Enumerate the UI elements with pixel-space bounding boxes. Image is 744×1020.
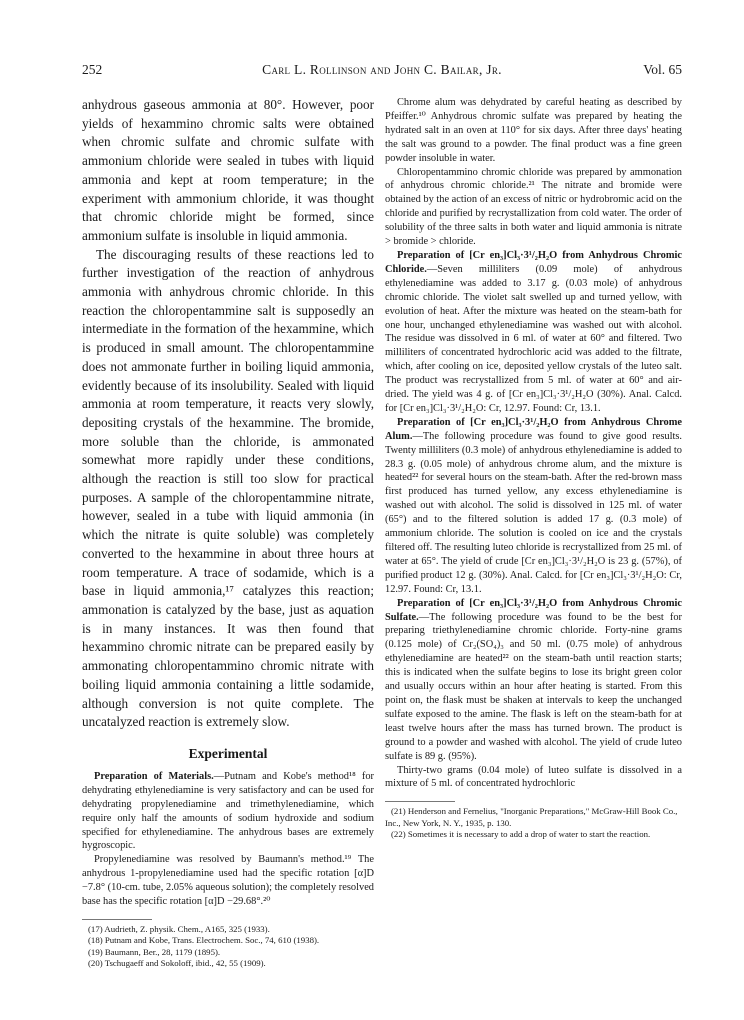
run-in-heading: Preparation of [Cr en₃]Cl₃·3¹/₂H₂O from Anhydrous Chrome Alum. <box>385 416 682 442</box>
footnote: (19) Baumann, Ber., 28, 1179 (1895). <box>88 946 221 957</box>
footnote-rule <box>385 801 455 802</box>
footnotes <box>82 924 374 970</box>
body-paragraph: Propylenediamine was resolved by Baumann's method.¹⁹ The anhydrous 1-propylenediamine used had the specific rotation [α]D −7.8° (10-cm. tube, 2.05% aqueous solution); the completely resolved base has the specific rotation [α]D −29.68°.²⁰ <box>82 854 374 908</box>
footnotes <box>385 806 682 840</box>
footnote: (18) Putnam and Kobe, Trans. Electrochem. Soc., 74, 610 (1938). <box>88 935 320 946</box>
right-column <box>385 96 682 841</box>
left-column <box>82 96 374 970</box>
section-title: Experimental <box>188 745 268 761</box>
footnote: (21) Henderson and Fernelius, "Inorganic Preparations," McGraw-Hill Book Co., Inc., New York, N. Y., 1935, p. 130. <box>385 806 678 828</box>
footnote: (17) Audrieth, Z. physik. Chem., A165, 325 (1933). <box>88 923 270 934</box>
footnote: (20) Tschugaeff and Sokoloff, ibid., 42, 55 (1909). <box>88 958 266 969</box>
paragraph-text: —Seven milliliters (0.09 mole) of anhydrous ethylenediamine was added to 3.17 g. (0.03 mole) of anhydrous chromic chloride. The violet salt swelled up and turned yellow, with evolution of heat. After the mixture was heated on the steam-bath for one hour, unchanged ethylenediamine was washed out with alcohol. The residue was dissolved in 6 ml. of water at 60° and filtered. Two milliliters of concentrated hydrochloric acid was added to the filtrate, which, after cooling on ice, deposited yellow crystals of the luteo salt. The product was recrystallized from 5 ml. of water at 60° and air-dried. The yield was 4 g. of [Cr en₃]Cl₃·3¹/₂H₂O (30%). Anal. Calcd. for [Cr en₃]Cl₃·3¹/₂H₂O: Cr, 12.97. Found: Cr, 13.1. <box>385 263 682 414</box>
footnote: (22) Sometimes it is necessary to add a drop of water to start the reaction. <box>391 829 651 840</box>
body-paragraph: The discouraging results of these reactions led to further investigation of the reaction of anhydrous ammonia with anhydrous chromic chloride. In this reaction the chloropentammine salt is supposedly an intermediate in the formation of the hexammine, which is produced in small amount. The chloropentammine does not ammonate further in boiling liquid ammonia, evidently because of its insolubility. Sealed with liquid ammonia at room temperature, it reacts very slowly, depositing crystals of the hexammine. The bromide, more soluble than the chloride, is ammonated somewhat more rapidly under these conditions, although the reaction is still too slow for practical purposes. A sample of the chloropentammine nitrate, however, sealed in a tube with liquid ammonia (in which the nitrate is quite soluble) was completely converted to the hexammine in about three hours at room temperature. A trace of sodamide, which is a base in liquid ammonia,¹⁷ catalyzes this reaction; ammonation is catalyzed by the base, just as aquation is in many instances. It was then found that hexammino chromic nitrate can be prepared easily by ammonating chloropentammino chromic nitrate with boiling liquid ammonia containing a little sodamide, although conversion is not quite complete. The uncatalyzed reaction is extremely slow. <box>82 246 374 730</box>
body-paragraph <box>385 597 682 764</box>
paragraph-text: —Putnam and Kobe's method¹⁸ for dehydrating ethylenediamine is very satisfactory and can be used for dehydrating propylenediamine and trimethylenediamine, which require only half the amounts of sodium hydroxide and sodium specified for ethylenediamine. The anhydrous bases are extremely hygroscopic. <box>82 770 374 852</box>
body-paragraph <box>385 416 682 597</box>
run-in-heading: Preparation of [Cr en₃]Cl₃·3¹/₂H₂O from Anhydrous Chromic Chloride. <box>385 249 682 275</box>
page-number: 252 <box>82 62 103 77</box>
volume-label: Vol. 65 <box>643 62 682 77</box>
body-paragraph: Chrome alum was dehydrated by careful heating as described by Pfeiffer.¹⁰ Anhydrous chromic sulfate was prepared by heating the hydrated salt in an oven at 110° for six days. After three days' heating the salt was ground to a powder. The final product was a fine green powder insoluble in water. <box>385 97 682 164</box>
run-in-heading: Preparation of Materials. <box>94 770 214 782</box>
body-paragraph: anhydrous gaseous ammonia at 80°. However, poor yields of hexammino chromic salts were obtained when chromic sulfate and chromic sulfate with ammonium chloride were sealed in tubes with liquid ammonia and kept at room temperature; in the experiment with ammonium chloride, it was thought that chromic chloride might be formed, since ammonium sulfate is insoluble in liquid ammonia. <box>82 97 374 243</box>
paragraph-text: —The following procedure was found to give good results. Twenty milliliters (0.3 mole) of anhydrous ethylenediamine is added to 28.3 g. (0.05 mole) of anhydrous chrome alum, and the mixture is heated²² for several hours on the steam-bath. After the red-brown mass first produced has turned yellow, any excess ethylenediamine is washed out with alcohol. The solid is dissolved in 125 ml. of water (65°) and to the filtered solution is added 17 g. (0.3 mole) of ammonium chloride. The solution is cooled on ice and the crystals filtered off. The resulting luteo chloride is recrystallized from 25 ml. of water at 65°. The yield of crude [Cr en₃]Cl₃·3¹/₂H₂O is 23 g. (57%), of purified product 12 g. (30%). Anal. Calcd. for [Cr en₃]Cl₃·3¹/₂H₂O: Cr, 12.97. Found: Cr, 13.1. <box>385 430 682 595</box>
running-header <box>82 62 682 82</box>
paragraph-text: —The following procedure was found to be the best for preparing triethylenediamine chromic chloride. Forty-nine grams (0.125 mole) of Cr₂(SO₄)₃ and 50 ml. (0.75 mole) of anhydrous ethylenediamine are heated²² on the steam-bath until reaction starts; this is indicated when the sulfate begins to lose its bright green color and usually occurs within an hour after heating is started. From this point on, the flask must be shaken at intervals to keep the unchanged sulfate exposed to the amine. The flask is left on the steam-bath for at least twelve hours after the mass has turned brown. The product is ground to a powder and washed with alcohol. The yield of crude luteo sulfate is 89 g. (95%). <box>385 611 682 762</box>
body-paragraph <box>385 249 682 416</box>
running-authors: Carl L. Rollinson and John C. Bailar, Jr. <box>262 62 502 77</box>
body-paragraph: Chloropentammino chromic chloride was prepared by ammonation of anhydrous chromic chloride.²¹ The nitrate and bromide were obtained by the action of an excess of nitric or hydrobromic acid on the chloride and purified by recrystallization from cold water. The order of solubility of the three salts in both water and liquid ammonia is nitrate > bromide > chloride. <box>385 166 682 248</box>
body-paragraph <box>82 770 374 853</box>
body-paragraph: Thirty-two grams (0.04 mole) of luteo sulfate is dissolved in a mixture of 5 ml. of concentrated hydrochloric <box>385 764 682 790</box>
footnote-rule <box>82 919 152 920</box>
run-in-heading: Preparation of [Cr en₃]Cl₃·3¹/₂H₂O from Anhydrous Chromic Sulfate. <box>385 597 682 623</box>
